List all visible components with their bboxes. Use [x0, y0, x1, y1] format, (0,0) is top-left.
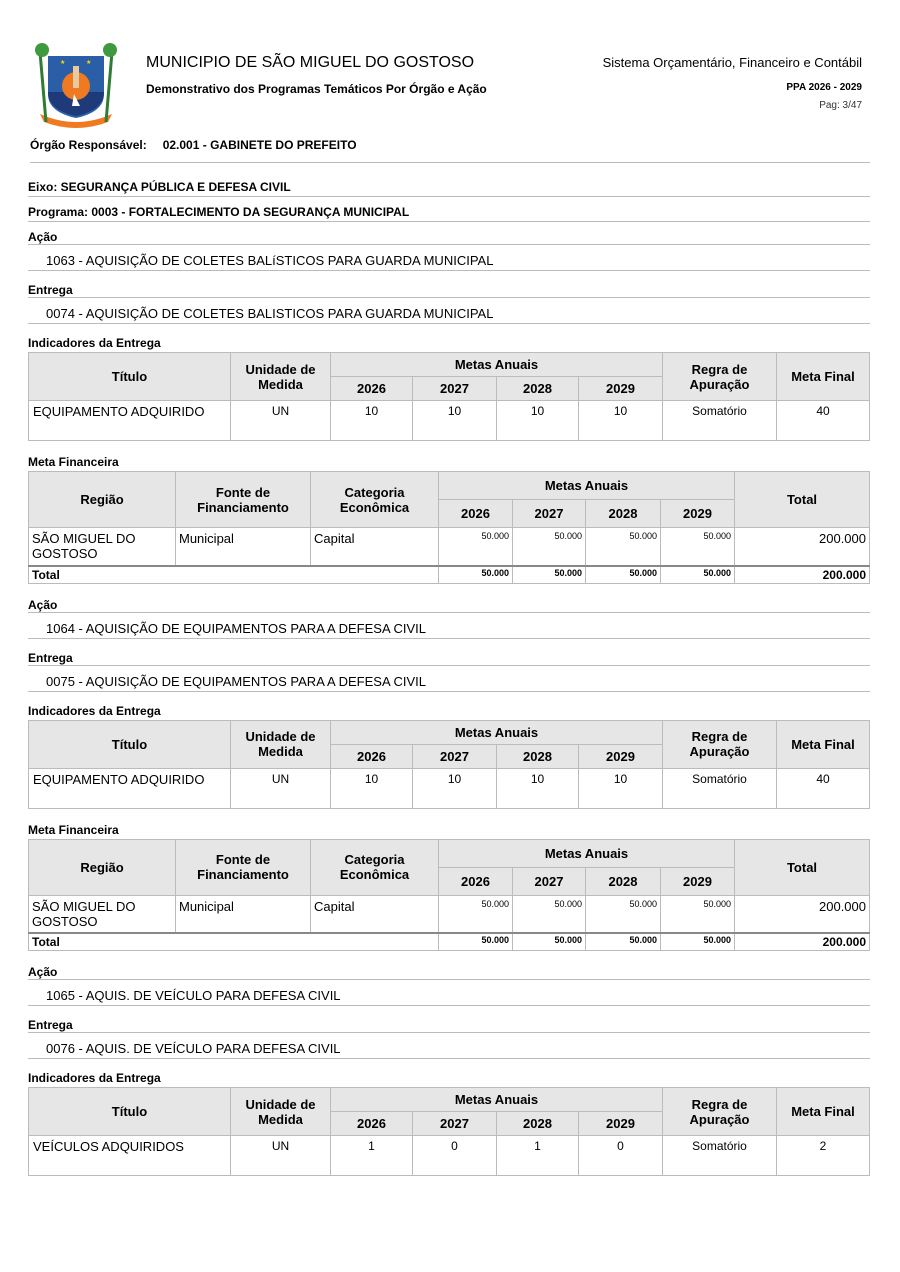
header-year: 2029: [579, 377, 663, 401]
header-year: 2026: [331, 744, 413, 768]
header-meta-final: Meta Final: [777, 1088, 870, 1136]
header-fonte: Fonte de Financiamento: [176, 839, 311, 895]
total-anual: 50.000: [513, 566, 586, 584]
svg-text:★: ★: [60, 60, 66, 66]
eixo-heading: Eixo: SEGURANÇA PÚBLICA E DEFESA CIVIL: [28, 180, 870, 197]
indicador-regra: Somatório: [663, 1136, 777, 1176]
entrega-label: Entrega: [28, 1018, 870, 1033]
header-regiao: Região: [29, 472, 176, 528]
indicadores-table: [28, 352, 870, 441]
indicador-valor: 10: [331, 768, 413, 808]
valor-anual: 50.000: [586, 528, 661, 566]
header-year: 2026: [331, 1112, 413, 1136]
header-year: 2026: [331, 377, 413, 401]
header-year: 2026: [439, 500, 513, 528]
indicador-unidade: UN: [231, 401, 331, 441]
indicador-valor: 1: [497, 1136, 579, 1176]
valor-total: 200.000: [735, 528, 870, 566]
indicador-titulo: EQUIPAMENTO ADQUIRIDO: [29, 768, 231, 808]
total-row: [29, 933, 870, 951]
table-row: [29, 768, 870, 808]
entrega-text: 0076 - AQUIS. DE VEÍCULO PARA DEFESA CIVIL: [28, 1033, 870, 1059]
indicador-unidade: UN: [231, 768, 331, 808]
header-regra: Regra de Apuração: [663, 1088, 777, 1136]
indicador-meta-final: 40: [777, 768, 870, 808]
header-meta-final: Meta Final: [777, 720, 870, 768]
header-unidade: Unidade de Medida: [231, 353, 331, 401]
orgao-value: 02.001 - GABINETE DO PREFEITO: [162, 138, 357, 152]
header-year: 2027: [513, 867, 586, 895]
indicador-valor: 0: [579, 1136, 663, 1176]
indicador-valor: 10: [579, 768, 663, 808]
header-year: 2028: [586, 867, 661, 895]
header-year: 2028: [497, 1112, 579, 1136]
fonte: Municipal: [176, 895, 311, 933]
municipality-name: MUNICIPIO DE SÃO MIGUEL DO GOSTOSO: [146, 54, 475, 71]
total-geral: 200.000: [735, 566, 870, 584]
acao-label: Ação: [28, 230, 870, 245]
header-categoria: Categoria Econômica: [311, 472, 439, 528]
header-year: 2027: [413, 377, 497, 401]
indicadores-label: Indicadores da Entrega: [28, 1071, 161, 1085]
valor-anual: 50.000: [586, 895, 661, 933]
header-year: 2028: [497, 744, 579, 768]
header-year: 2027: [413, 1112, 497, 1136]
total-anual: 50.000: [661, 933, 735, 951]
header-metas-anuais: Metas Anuais: [439, 472, 735, 500]
valor-anual: 50.000: [661, 895, 735, 933]
acao-label: Ação: [28, 965, 870, 980]
indicador-meta-final: 2: [777, 1136, 870, 1176]
regiao: SÃO MIGUEL DO GOSTOSO: [29, 895, 176, 933]
municipal-coat-of-arms-logo: [30, 42, 122, 132]
table-row: [29, 1136, 870, 1176]
indicador-valor: 10: [497, 401, 579, 441]
entrega-text: 0075 - AQUISIÇÃO DE EQUIPAMENTOS PARA A DEFESA CIVIL: [28, 666, 870, 692]
header-regiao: Região: [29, 839, 176, 895]
total-geral: 200.000: [735, 933, 870, 951]
indicador-meta-final: 40: [777, 401, 870, 441]
header-categoria: Categoria Econômica: [311, 839, 439, 895]
header-total: Total: [735, 472, 870, 528]
header-year: 2027: [413, 744, 497, 768]
table-row: [29, 528, 870, 566]
meta-financeira-table: [28, 839, 870, 952]
acao-block: [28, 965, 870, 1176]
entrega-label: Entrega: [28, 651, 870, 666]
valor-anual: 50.000: [513, 528, 586, 566]
header-year: 2028: [497, 377, 579, 401]
total-anual: 50.000: [439, 566, 513, 584]
header-titulo: Título: [29, 1088, 231, 1136]
indicador-valor: 10: [413, 768, 497, 808]
report-body: [28, 180, 870, 1190]
total-anual: 50.000: [661, 566, 735, 584]
acao-block: [28, 230, 870, 584]
indicador-regra: Somatório: [663, 401, 777, 441]
total-anual: 50.000: [513, 933, 586, 951]
report-title: Demonstrativo dos Programas Temáticos Por Órgão e Ação: [146, 82, 487, 96]
header-year: 2029: [579, 744, 663, 768]
indicadores-label: Indicadores da Entrega: [28, 336, 161, 350]
header-unidade: Unidade de Medida: [231, 720, 331, 768]
valor-anual: 50.000: [513, 895, 586, 933]
header-metas-anuais: Metas Anuais: [331, 1088, 663, 1112]
valor-anual: 50.000: [439, 528, 513, 566]
indicadores-table: [28, 1087, 870, 1176]
header-titulo: Título: [29, 720, 231, 768]
header-year: 2028: [586, 500, 661, 528]
header-metas-anuais: Metas Anuais: [331, 353, 663, 377]
indicador-valor: 0: [413, 1136, 497, 1176]
valor-anual: 50.000: [661, 528, 735, 566]
acao-text: 1064 - AQUISIÇÃO DE EQUIPAMENTOS PARA A DEFESA CIVIL: [28, 613, 870, 639]
ppa-period: PPA 2026 - 2029: [786, 82, 862, 93]
categoria: Capital: [311, 528, 439, 566]
total-label: Total: [29, 933, 439, 951]
indicadores-label: Indicadores da Entrega: [28, 703, 161, 718]
meta-financeira-label: Meta Financeira: [28, 455, 119, 469]
regiao: SÃO MIGUEL DO GOSTOSO: [29, 528, 176, 566]
system-name: Sistema Orçamentário, Financeiro e Contábil: [602, 55, 862, 70]
indicador-valor: 10: [497, 768, 579, 808]
header-regra: Regra de Apuração: [663, 720, 777, 768]
indicador-valor: 1: [331, 1136, 413, 1176]
header-unidade: Unidade de Medida: [231, 1088, 331, 1136]
header-fonte: Fonte de Financiamento: [176, 472, 311, 528]
table-row: [29, 895, 870, 933]
header-year: 2029: [661, 500, 735, 528]
indicador-titulo: VEÍCULOS ADQUIRIDOS: [29, 1136, 231, 1176]
indicador-valor: 10: [413, 401, 497, 441]
meta-financeira-label: Meta Financeira: [28, 822, 119, 837]
total-label: Total: [29, 566, 439, 584]
programa-heading: Programa: 0003 - FORTALECIMENTO DA SEGURANÇA MUNICIPAL: [28, 205, 870, 222]
indicador-unidade: UN: [231, 1136, 331, 1176]
header-total: Total: [735, 839, 870, 895]
total-row: [29, 566, 870, 584]
acao-text: 1065 - AQUIS. DE VEÍCULO PARA DEFESA CIVIL: [28, 980, 870, 1006]
total-anual: 50.000: [439, 933, 513, 951]
indicador-regra: Somatório: [663, 768, 777, 808]
indicadores-table: [28, 720, 870, 809]
header-year: 2029: [579, 1112, 663, 1136]
acao-label: Ação: [28, 598, 870, 613]
acao-block: [28, 598, 870, 952]
indicador-valor: 10: [331, 401, 413, 441]
valor-total: 200.000: [735, 895, 870, 933]
total-anual: 50.000: [586, 933, 661, 951]
orgao-label: Órgão Responsável:: [30, 138, 147, 152]
entrega-label: Entrega: [28, 283, 870, 298]
header-metas-anuais: Metas Anuais: [439, 839, 735, 867]
acao-text: 1063 - AQUISIÇÃO DE COLETES BALíSTICOS PARA GUARDA MUNICIPAL: [28, 245, 870, 271]
svg-text:★: ★: [86, 60, 92, 66]
indicador-titulo: EQUIPAMENTO ADQUIRIDO: [29, 401, 231, 441]
valor-anual: 50.000: [439, 895, 513, 933]
report-header: [0, 0, 900, 130]
meta-financeira-table: [28, 471, 870, 584]
indicador-valor: 10: [579, 401, 663, 441]
total-anual: 50.000: [586, 566, 661, 584]
header-titulo: Título: [29, 353, 231, 401]
fonte: Municipal: [176, 528, 311, 566]
orgao-responsavel: [30, 138, 870, 163]
header-year: 2029: [661, 867, 735, 895]
header-metas-anuais: Metas Anuais: [331, 720, 663, 744]
header-meta-final: Meta Final: [777, 353, 870, 401]
entrega-text: 0074 - AQUISIÇÃO DE COLETES BALISTICOS PARA GUARDA MUNICIPAL: [28, 298, 870, 324]
header-regra: Regra de Apuração: [663, 353, 777, 401]
categoria: Capital: [311, 895, 439, 933]
page-number: Pag: 3/47: [819, 100, 862, 111]
header-year: 2026: [439, 867, 513, 895]
table-row: [29, 401, 870, 441]
header-year: 2027: [513, 500, 586, 528]
